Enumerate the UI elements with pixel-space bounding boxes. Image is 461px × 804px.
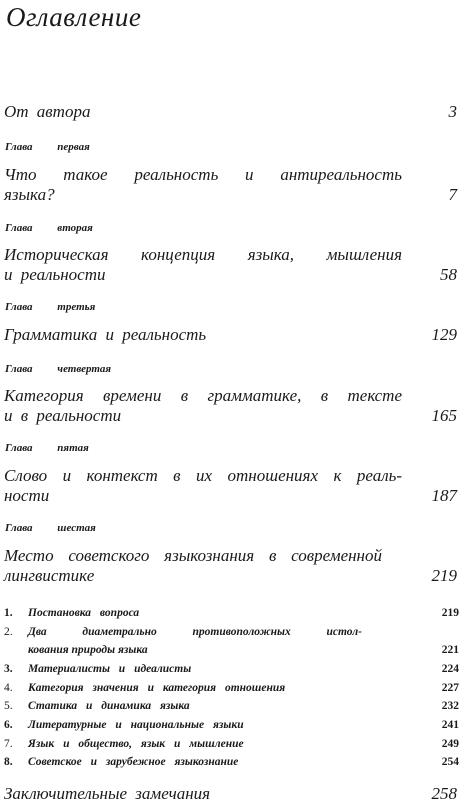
toc-entry-title-line-2: лингвистике xyxy=(4,566,95,585)
toc-entry-title-line-1: Историческая концепция языка, мышления xyxy=(4,245,402,264)
chapter-heading-6: Глава шестая xyxy=(5,522,96,534)
toc-section-4[interactable] xyxy=(4,679,459,697)
section-page: 249 xyxy=(441,738,459,750)
section-number: 5. xyxy=(4,700,13,712)
section-page: 232 xyxy=(441,700,459,712)
section-title: Статика и динамика языка xyxy=(28,700,190,712)
toc-entry-page: 165 xyxy=(431,406,457,425)
section-page: 221 xyxy=(441,644,459,656)
section-number: 6. xyxy=(4,719,13,731)
section-title: Советское и зарубежное языкознание xyxy=(28,756,239,768)
toc-entry-chapter-1[interactable] xyxy=(4,165,459,205)
chapter-heading-1: Глава первая xyxy=(5,141,90,153)
toc-entry-title-line-2: языка? xyxy=(4,185,55,204)
toc-section-1[interactable] xyxy=(4,604,459,622)
toc-entry-chapter-2[interactable] xyxy=(4,245,459,285)
toc-entry-title-line-2: ности xyxy=(4,486,50,505)
toc-entry-title-line-2: и в реальности xyxy=(4,406,122,425)
toc-section-2[interactable] xyxy=(4,623,459,659)
section-number: 4. xyxy=(4,682,13,694)
toc-entry-chapter-4[interactable] xyxy=(4,386,459,426)
toc-entry-page: 58 xyxy=(440,265,457,284)
section-page: 241 xyxy=(441,719,459,731)
section-number: 1. xyxy=(4,607,13,619)
toc-entry-title-line-1: Место советского языкознания в современной xyxy=(4,546,382,565)
section-title: Язык и общество, язык и мышление xyxy=(28,738,244,750)
toc-entry-title: От автора xyxy=(4,102,91,121)
toc-entry-title-line-2: и реальности xyxy=(4,265,106,284)
toc-section-8[interactable] xyxy=(4,753,459,771)
section-page: 219 xyxy=(441,607,459,619)
chapter-heading-5: Глава пятая xyxy=(5,442,89,454)
toc-entry-page: 219 xyxy=(431,566,457,585)
section-number: 2. xyxy=(4,626,13,638)
chapter-heading-2: Глава вторая xyxy=(5,222,93,234)
section-number: 8. xyxy=(4,756,13,768)
section-title: Литературные и национальные языки xyxy=(28,719,244,731)
section-title-continued: кования природы языка xyxy=(28,644,148,656)
toc-entry-chapter-6[interactable] xyxy=(4,546,459,586)
toc-entry-closing-remarks[interactable] xyxy=(4,784,459,804)
toc-entry-page: 187 xyxy=(431,486,457,505)
toc-entry-chapter-3[interactable] xyxy=(4,325,459,345)
toc-entry-chapter-5[interactable] xyxy=(4,466,459,506)
toc-entry-page: 3 xyxy=(448,102,457,121)
section-page: 227 xyxy=(441,682,459,694)
toc-section-7[interactable] xyxy=(4,735,459,753)
toc-entry-title-line-1: Категория времени в грамматике, в тексте xyxy=(4,386,402,405)
toc-entry-title-line-1: Слово и контекст в их отношениях к реаль- xyxy=(4,466,402,485)
section-title: Два диаметрально противоположных истол- xyxy=(28,626,362,638)
toc-entry-title-line-1: Грамматика и реальность xyxy=(4,325,207,344)
toc-entry-title: Заключительные замечания xyxy=(4,784,211,803)
section-number: 7. xyxy=(4,738,13,750)
toc-entry-page: 7 xyxy=(448,185,457,204)
section-page: 254 xyxy=(441,756,459,768)
toc-entry-page: 129 xyxy=(431,325,457,344)
page-title: Оглавление xyxy=(6,2,142,32)
section-title: Постановка вопроса xyxy=(28,607,140,619)
toc-entry-title-line-1: Что такое реальность и антиреальность xyxy=(4,165,402,184)
toc-section-6[interactable] xyxy=(4,716,459,734)
toc-section-5[interactable] xyxy=(4,697,459,715)
chapter-heading-3: Глава третья xyxy=(5,301,96,313)
section-title: Материалисты и идеалисты xyxy=(28,663,192,675)
chapter-heading-4: Глава четвертая xyxy=(5,363,112,375)
toc-section-3[interactable] xyxy=(4,660,459,678)
section-title: Категория значения и категория отношения xyxy=(28,682,286,694)
toc-entry-from-author[interactable] xyxy=(4,102,459,122)
toc-entry-page: 258 xyxy=(431,784,457,803)
section-number: 3. xyxy=(4,663,13,675)
section-page: 224 xyxy=(441,663,459,675)
